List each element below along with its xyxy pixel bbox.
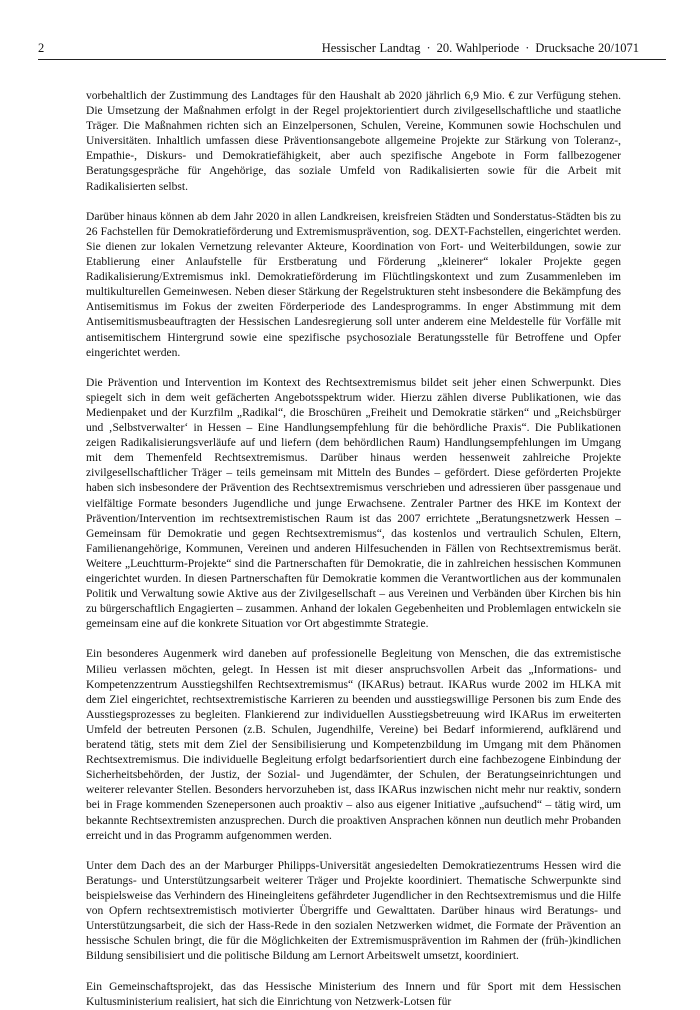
header-separator: ·	[426, 41, 431, 55]
legislative-period: 20. Wahlperiode	[436, 41, 520, 55]
paragraph: vorbehaltlich der Zustimmung des Landtages für den Haushalt ab 2020 jährlich 6,9 Mio. € zur Verfügung stehen. Die Umsetzung der Maßnahmen erfolgt in der Regel projektorientiert durch zivilgesellschaftliche und staatliche Träger. Die Maßnahmen richten sich an Einzelpersonen, Schulen, Vereine, Kommunen sowie Hochschulen und Universitäten. Inhaltlich umfassen diese Präventionsangebote allgemeine Projekte zur Stärkung von Toleranz-, Empathie-, Diskurs- und Demokratiefähigkeit, aber auch spezifische Angebote in Form fallbezogener Beratungsgespräche für Angehörige, das soziale Umfeld von Radikalisierten sowie für die Arbeit mit Radikalisierten selbst.	[86, 90, 621, 193]
paragraph: Ein Gemeinschaftsprojekt, das das Hessische Ministerium des Innern und für Sport mit dem Hessischen Kultusministerium realisiert, hat sich die Einrichtung von Netzwerk-Lotsen für	[86, 980, 621, 1008]
header-separator: ·	[525, 41, 530, 55]
page-number: 2	[38, 41, 45, 55]
document-number: Drucksache 20/1071	[535, 41, 639, 55]
body-text	[86, 89, 621, 1010]
page-header	[38, 41, 663, 59]
parliament-name: Hessischer Landtag	[321, 41, 421, 55]
paragraph: Unter dem Dach des an der Marburger Philipps-Universität angesiedelten Demokratiezentrums Hessen wird die Beratungs- und Unterstützungsarbeit weiterer Träger und Projekte koordiniert. Thematische Schwerpunkte sind beispielsweise das Verhindern des Hineingleitens gefährdeter Jugendlicher in den Rechtsextremismus und die Hilfe von Opfern rechtsextremistisch motivierter Übergriffe und Gewalttaten. Darüber hinaus wird Beratungs- und Unterstützungsarbeit, die sich der Hass-Rede in den sozialen Netzwerken widmet, die Formate der Prävention an hessische Schulen bringt, die für die Möglichkeiten der Extremismusprävention im Rahmen der (früh-)kindlichen Bildung sensibilisiert und die politische Bildung am Lernort Arbeitswelt umsetzt, koordiniert.	[86, 859, 621, 963]
running-title	[322, 41, 639, 56]
header-rule	[38, 59, 666, 60]
paragraph: Die Prävention und Intervention im Kontext des Rechtsextremismus bildet seit jeher einen Schwerpunkt. Dies spiegelt sich in dem weit gefächerten Angebotsspektrum wider. Hierzu zählen diverse Publikationen, wie das Medienpaket und der Kurzfilm „Radikal“, die Broschüren „Freiheit und Demokratie stärken“ und „Reichsbürger und ‚Selbstverwalter‘ in Hessen – Eine Handlungsempfehlung für die behördliche Praxis“. Die Publikationen zeigen Radikalisierungsverläufe auf und liefern (dem behördlichen Raum) Handlungsempfehlungen im Umgang mit dem Themenfeld Rechtsextremismus. Darüber hinaus werden hessenweit zahlreiche Projekte zivilgesellschaftlicher Träger – teils gemeinsam mit Mitteln des Bundes – gefördert. Diese geförderten Projekte haben sich insbesondere der Prävention des Rechtsextremismus verschrieben und adressieren über passgenaue und vielfältige Formate besonders Jugendliche und junge Erwachsene. Zentraler Partner des HKE im Kontext der Prävention/Intervention im rechtsextremistischen Raum ist das 2007 errichtete „Beratungsnetzwerk Hessen – Gemeinsam für Demokratie und gegen Rechtsextremismus“, das kostenlos und vertraulich Schulen, Eltern, Familienangehörige, Kommunen, Vereinen und anderen Hilfesuchenden in Fällen von Rechtsextremismus berät. Weitere „Leuchtturm-Projekte“ sind die Partnerschaften für Demokratie, die in zahlreichen hessischen Kommunen eingerichtet wurden. In diesen Partnerschaften für Demokratie kommen die Verantwortlichen aus der kommunalen Politik und Verwaltung sowie Aktive aus der Zivilgesellschaft – aus Vereinen und Verbänden über Kirchen bis hin zu bürgerschaftlich Engagierten – zusammen. Anhand der lokalen Gegebenheiten und Problemlagen entwickeln sie gemeinsam eine auf die konkrete Situation vor Ort abgestimmte Strategie.	[86, 376, 621, 631]
paragraph: Darüber hinaus können ab dem Jahr 2020 in allen Landkreisen, kreisfreien Städten und Sonderstatus-Städten bis zu 26 Fachstellen für Demokratieförderung und Extremismusprävention, sog. DEXT-Fachstellen, eingerichtet werden. Sie dienen zur lokalen Vernetzung relevanter Akteure, Koordination von Fort- und Weiterbildungen, sowie zur Etablierung einer Anlaufstelle für Erstberatung und Förderung „kleinerer“ lokaler Projekte gegen Radikalisierung/Extremismus inkl. Demokratieförderung im Flüchtlingskontext und zum Zusammenleben im multikulturellen Gemeinwesen. Neben dieser Stärkung der Regelstrukturen steht insbesondere die Bekämpfung des Antisemitismus im Fokus der zweiten Förderperiode des Landesprogramms. In enger Abstimmung mit dem Antisemitismusbeauftragten der Hessischen Landesregierung soll unter anderem eine Meldestelle für Vorfälle mit antisemitischem Hintergrund sowie eine spezifische psychosoziale Beratungsstelle für Betroffene und Opfer eingerichtet werden.	[86, 210, 621, 359]
paragraph: Ein besonderes Augenmerk wird daneben auf professionelle Begleitung von Menschen, die das extremistische Milieu verlassen möchten, gelegt. In Hessen ist mit dieser anspruchsvollen Arbeit das „Informations- und Kompetenzzentrum Ausstiegshilfen Rechtsextremismus“ (IKARus) betraut. IKARus wurde 2002 im HLKA mit dem Ziel eingerichtet, rechtsextremistische Karrieren zu beenden und ausstiegswillige Personen bis zum Ende des Ausstiegsprozesses zu begleiten. Flankierend zur individuellen Ausstiegsbetreuung wird IKARus im erweiterten Umfeld der betreuten Personen (z.B. Schulen, Jugendhilfe, Vereine) bei Bedarf informierend, aufklärend und beratend tätig, stets mit dem Ziel der Sensibilisierung und Kompetenzbildung im Umgang mit dem Phänomen Rechtsextremismus. Die individuelle Begleitung erfolgt bedarfsorientiert durch eine fachbezogene Einbindung der Sicherheitsbehörden, der Justiz, der Sozial- und Jugendämter, der Schulen, der Beratungseinrichtungen und weiterer relevanter Stellen. Besonders hervorzuheben ist, dass IKARus inzwischen nicht mehr nur reaktiv, sondern bei in Frage kommenden Szenepersonen auch proaktiv – also aus eigener Initiative „aufsuchend“ – tätig wird, um bekannte Rechtsextremisten anzusprechen. Durch die proaktiven Ansprachen können nun deutlich mehr Probanden erreicht und in das Programm aufgenommen werden.	[86, 648, 621, 842]
